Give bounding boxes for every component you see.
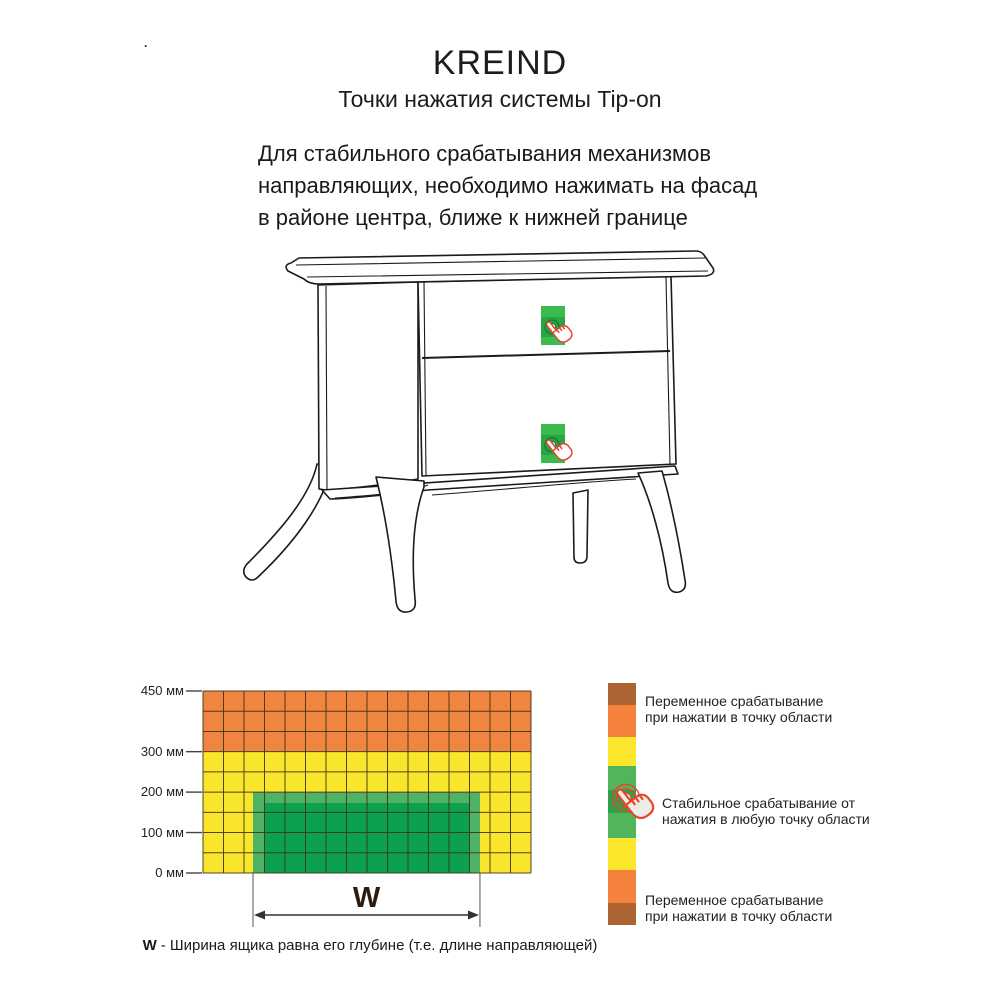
intro-line: Для стабильного срабатывания механизмов <box>258 141 712 166</box>
y-axis-tick-label: 0 мм <box>155 864 184 880</box>
nightstand-drawing <box>160 243 740 643</box>
y-axis-tick-label: 300 мм <box>140 743 184 759</box>
y-axis-tick-label: 200 мм <box>140 784 184 800</box>
caption-text: - Ширина ящика равна его глубине (т.е. длине направляющей) <box>160 937 598 954</box>
legend-bar-segment <box>608 870 636 903</box>
legend-item-variable-top <box>645 693 832 725</box>
intro-line: в районе центра, ближе к нижней границе <box>258 205 688 230</box>
legend-bar-segment <box>608 737 636 766</box>
y-axis-tick-label: 100 мм <box>140 824 184 840</box>
nightstand-leg <box>638 471 685 592</box>
chart-caption <box>135 937 605 954</box>
brand-title: KREIND <box>432 44 568 82</box>
nightstand-leg <box>376 477 424 612</box>
legend-text-line: Стабильное срабатывание от <box>662 795 856 811</box>
legend-bar-segment <box>608 903 636 925</box>
legend-bar-segment <box>608 705 636 737</box>
legend-item-variable-bottom <box>645 892 832 924</box>
legend-item-stable <box>662 795 870 827</box>
nightstand-leg <box>573 490 588 563</box>
caption-w: W <box>142 937 157 954</box>
page-subtitle: Точки нажатия системы Tip-on <box>338 86 662 112</box>
legend-text-line: при нажатии в точку области <box>645 709 833 725</box>
nightstand-leg <box>244 464 331 580</box>
artifact-dot: . <box>144 36 148 50</box>
width-label: W <box>352 882 381 914</box>
legend-bar-segment <box>608 683 636 705</box>
legend-text-line: нажатия в любую точку области <box>662 811 870 827</box>
legend-text-line: Переменное срабатывание <box>645 892 824 908</box>
y-axis-tick-label: 450 мм <box>140 683 184 698</box>
legend-text-line: при нажатии в точку области <box>645 908 833 924</box>
intro-line: направляющих, необходимо нажимать на фасад <box>258 173 758 198</box>
nightstand-side-panel <box>318 282 418 490</box>
intro-paragraph <box>258 138 757 234</box>
legend-text-line: Переменное срабатывание <box>645 693 824 709</box>
